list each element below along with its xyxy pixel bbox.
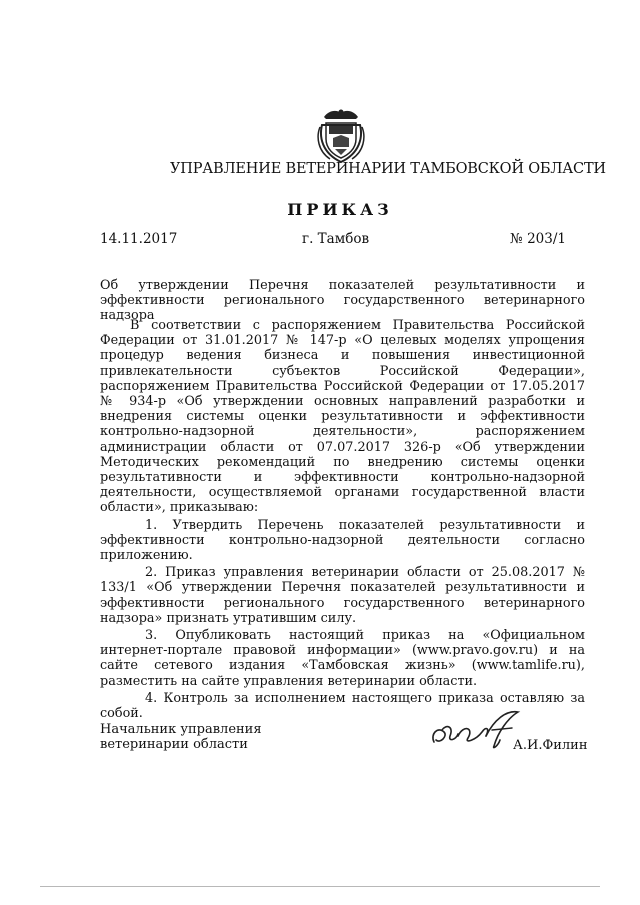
order-body: [100, 318, 585, 723]
clause-2-paragraph: 2. Приказ управления ветеринарии области от 25.08.2017 № 133/1 «Об утверждении Перечня показателей результативности и эффективности регионального государственного ветеринарного надзора» признать утратившим силу.: [100, 565, 585, 626]
clause-4-paragraph: 4. Контроль за исполнением настоящего приказа оставляю за собой.: [100, 690, 585, 722]
tambov-coat-of-arms-icon: [316, 107, 366, 165]
clause-3-paragraph: 3. Опубликовать настоящий приказ на «Официальном интернет-портале правовой информации» (www.pravo.gov.ru) и на сайте сетевого издания «Тамбовская жизнь» (www.tamlife.ru), разместить на сайте управления ветеринарии области.: [100, 628, 585, 689]
organization-name: УПРАВЛЕНИЕ ВЕТЕРИНАРИИ ТАМБОВСКОЙ ОБЛАСТИ: [170, 161, 606, 177]
signer-position-line2: ветеринарии области: [100, 737, 248, 752]
signer-position: [100, 722, 262, 752]
clause-1-paragraph: 1. Утвердить Перечень показателей результативности и эффективности контрольно-надзорной деятельности согласно приложению.: [100, 517, 585, 564]
signer-name: А.И.Филин: [513, 738, 588, 753]
order-subject: Об утверждении Перечня показателей результативности и эффективности регионального государственного ветеринарного надзора: [100, 278, 585, 323]
order-city: г. Тамбов: [302, 231, 370, 247]
order-number: № 203/1: [510, 231, 566, 247]
order-date: 14.11.2017: [100, 231, 178, 247]
document-type-title: ПРИКАЗ: [287, 200, 393, 219]
preamble-paragraph: В соответствии с распоряжением Правительства Российской Федерации от 31.01.2017 № 147-р «О целевых моделях упрощения процедур ведения бизнеса и повышения инвестиционной привлекательности субъектов Российской Федерации», распоряжением Правительства Российской Федерации от 17.05.2017 № 934-р «Об утверждении основных направлений разработки и внедрения системы оценки результативности и эффективности контрольно-надзорной деятельности», распоряжением администрации области от 07.07.2017 326-р «Об утверждении Методических рекомендаций по внедрению системы оценки результативности и эффективности контрольно-надзорной деятельности, осуществляемой органами государственной власти области», приказываю:: [100, 318, 585, 516]
signer-position-line1: Начальник управления: [100, 722, 262, 737]
page-footer-divider: [40, 886, 600, 887]
